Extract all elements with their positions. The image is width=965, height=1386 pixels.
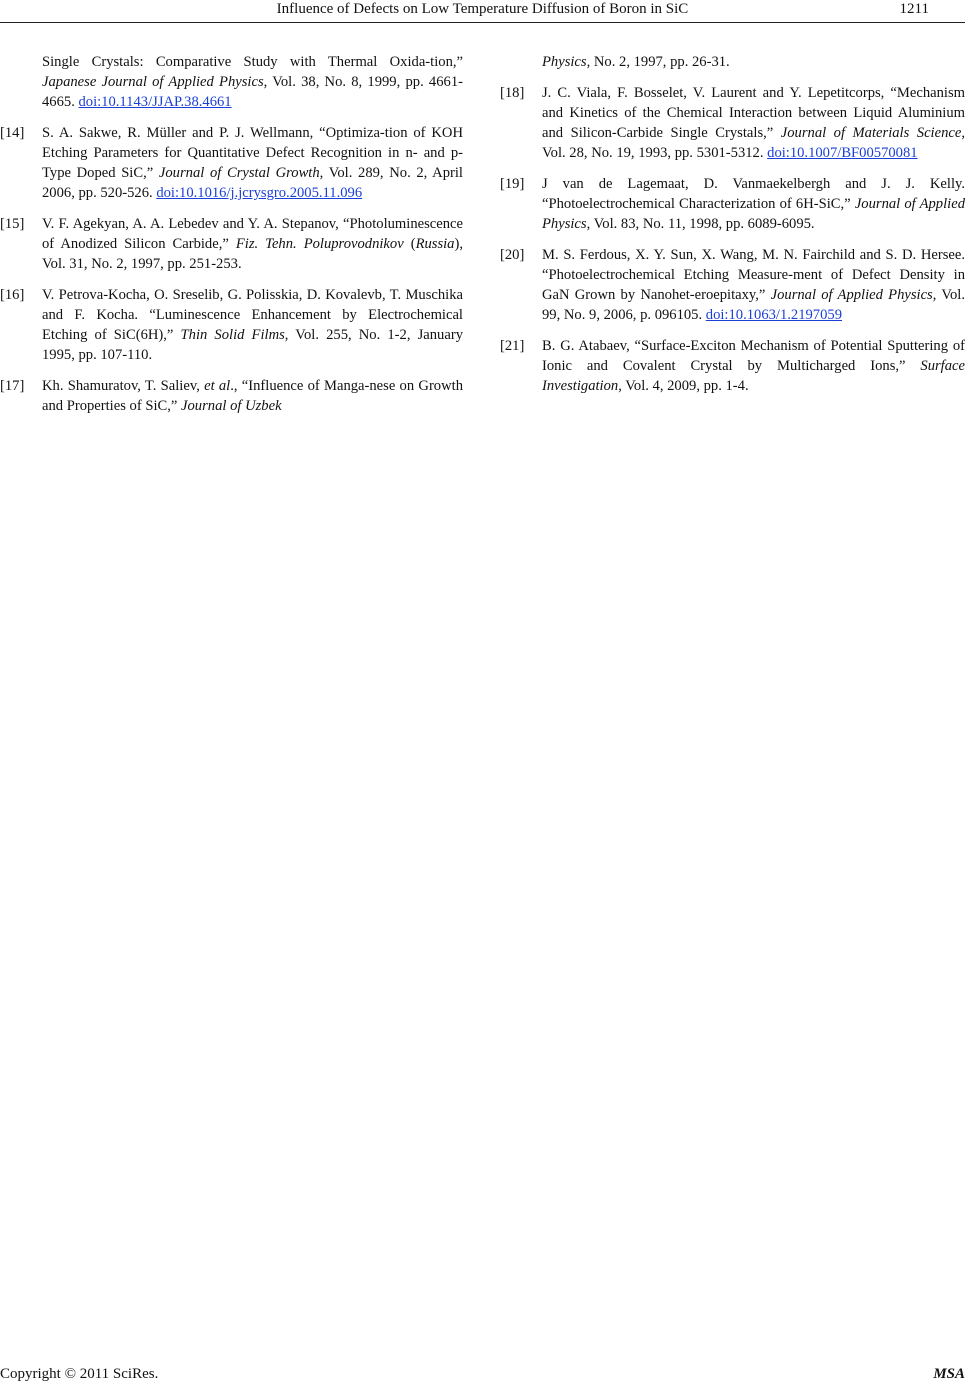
reference-journal: Thin Solid Films: [180, 327, 285, 343]
reference-item: [500, 52, 965, 72]
doi-link[interactable]: doi:10.1063/1.2197059: [705, 307, 842, 323]
reference-title: ., “Influence of Manga-nese on Growth and Properties of SiC,”: [42, 378, 463, 414]
reference-journal: Physics: [542, 54, 587, 70]
reference-journal: Journal of Applied Physics: [542, 196, 965, 232]
reference-details: , Vol. 289, No. 2, April 2006, pp. 520-526.: [42, 165, 463, 201]
reference-details: (: [403, 236, 416, 252]
reference-text: [42, 376, 463, 416]
reference-details: , Vol. 4, 2009, pp. 1-4.: [618, 378, 749, 394]
reference-item: [0, 376, 463, 416]
reference-details: , Vol. 83, No. 11, 1998, pp. 6089-6095.: [586, 216, 815, 232]
reference-authors-title: B. G. Atabaev, “Surface-Exciton Mechanism of Potential Sputtering of Ionic and Covalent Crystal by Multicharged Ions,”: [542, 338, 965, 374]
reference-details: , Vol. 255, No. 1-2, January 1995, pp. 107-110.: [42, 327, 463, 363]
reference-text: [542, 174, 965, 234]
reference-journal: Journal of Crystal Growth: [158, 165, 320, 181]
reference-item: [500, 245, 965, 325]
reference-number: [19]: [500, 176, 525, 192]
reference-item: [0, 52, 463, 112]
reference-details: , Vol. 99, No. 9, 2006, p. 096105.: [542, 287, 965, 323]
reference-text: [42, 52, 463, 112]
reference-text: [42, 214, 463, 274]
reference-number: [15]: [0, 216, 25, 232]
reference-et-al: et al: [204, 378, 231, 394]
reference-journal: Fiz. Tehn. Poluprovodnikov: [235, 236, 404, 252]
reference-text: [42, 123, 463, 203]
doi-link[interactable]: doi:10.1143/JJAP.38.4661: [78, 94, 232, 110]
reference-authors-title: V. F. Agekyan, A. A. Lebedev and Y. A. Stepanov, “Photoluminescence of Anodized Silicon Carbide,”: [42, 216, 463, 252]
running-title: Influence of Defects on Low Temperature Diffusion of Boron in SiC: [276, 1, 689, 17]
doi-link[interactable]: doi:10.1007/BF00570081: [767, 145, 918, 161]
reference-journal: Journal of Materials Science: [780, 125, 962, 141]
reference-item: [500, 336, 965, 396]
reference-journal: Japanese Journal of Applied Physics: [42, 74, 264, 90]
reference-authors-title: J van de Lagemaat, D. Vanmaekelbergh and J. J. Kelly. “Photoelectrochemical Characterization of 6H-SiC,”: [542, 176, 965, 212]
reference-item: [500, 174, 965, 234]
reference-country: Russia: [415, 236, 455, 252]
reference-text: [542, 336, 965, 396]
reference-details: , No. 2, 1997, pp. 26-31.: [586, 54, 730, 70]
page-header: [0, 0, 965, 22]
reference-authors-title: V. Petrova-Kocha, O. Sreselib, G. Polisskia, D. Kovalevb, T. Muschika and F. Kocha. “Luminescence Enhancement by Electrochemical Etching of SiC(6H),”: [42, 287, 463, 343]
reference-item: [0, 285, 463, 365]
reference-journal: Journal of Uzbek: [181, 398, 282, 414]
reference-number: [20]: [500, 247, 525, 263]
header-rule: [0, 22, 965, 23]
reference-column-right: [500, 52, 965, 407]
reference-journal: Journal of Applied Physics: [770, 287, 933, 303]
reference-authors: Kh. Shamuratov, T. Saliev,: [42, 378, 205, 394]
reference-number: [16]: [0, 287, 25, 303]
reference-number: [17]: [0, 378, 25, 394]
reference-number: [14]: [0, 125, 25, 141]
reference-number: [18]: [500, 85, 525, 101]
page-number: 1211: [899, 1, 929, 17]
reference-authors-title: Single Crystals: Comparative Study with Thermal Oxida-tion,”: [42, 54, 463, 70]
reference-text: [542, 245, 965, 325]
reference-journal: Surface Investigation: [542, 358, 965, 394]
reference-text: [542, 52, 965, 72]
reference-details: ), Vol. 31, No. 2, 1997, pp. 251-253.: [42, 236, 463, 272]
reference-column-left: [0, 52, 463, 427]
reference-item: [0, 123, 463, 203]
page-footer: [0, 1366, 965, 1386]
reference-item: [500, 83, 965, 163]
reference-authors-title: J. C. Viala, F. Bosselet, V. Laurent and Y. Lepetitcorps, “Mechanism and Kinetics of the Chemical Interaction between Liquid Aluminium and Silicon-Carbide Single Crystals,”: [542, 85, 965, 141]
reference-text: [542, 83, 965, 163]
reference-details: , Vol. 38, No. 8, 1999, pp. 4661-4665.: [42, 74, 463, 110]
doi-link[interactable]: doi:10.1016/j.jcrysgro.2005.11.096: [156, 185, 363, 201]
reference-authors-title: S. A. Sakwe, R. Müller and P. J. Wellmann, “Optimiza-tion of KOH Etching Parameters for Quantitative Defect Recognition in n- and p-Type Doped SiC,”: [42, 125, 463, 181]
reference-details: , Vol. 28, No. 19, 1993, pp. 5301-5312.: [542, 125, 965, 161]
copyright-notice: Copyright © 2011 SciRes.: [0, 1366, 159, 1382]
reference-item: [0, 214, 463, 274]
journal-abbreviation: MSA: [933, 1366, 965, 1382]
reference-number: [21]: [500, 338, 525, 354]
reference-authors-title: M. S. Ferdous, X. Y. Sun, X. Wang, M. N. Fairchild and S. D. Hersee. “Photoelectrochemical Etching Measure-ment of Defect Density in GaN Grown by Nanohet-eroepitaxy,”: [542, 247, 965, 303]
reference-text: [42, 285, 463, 365]
